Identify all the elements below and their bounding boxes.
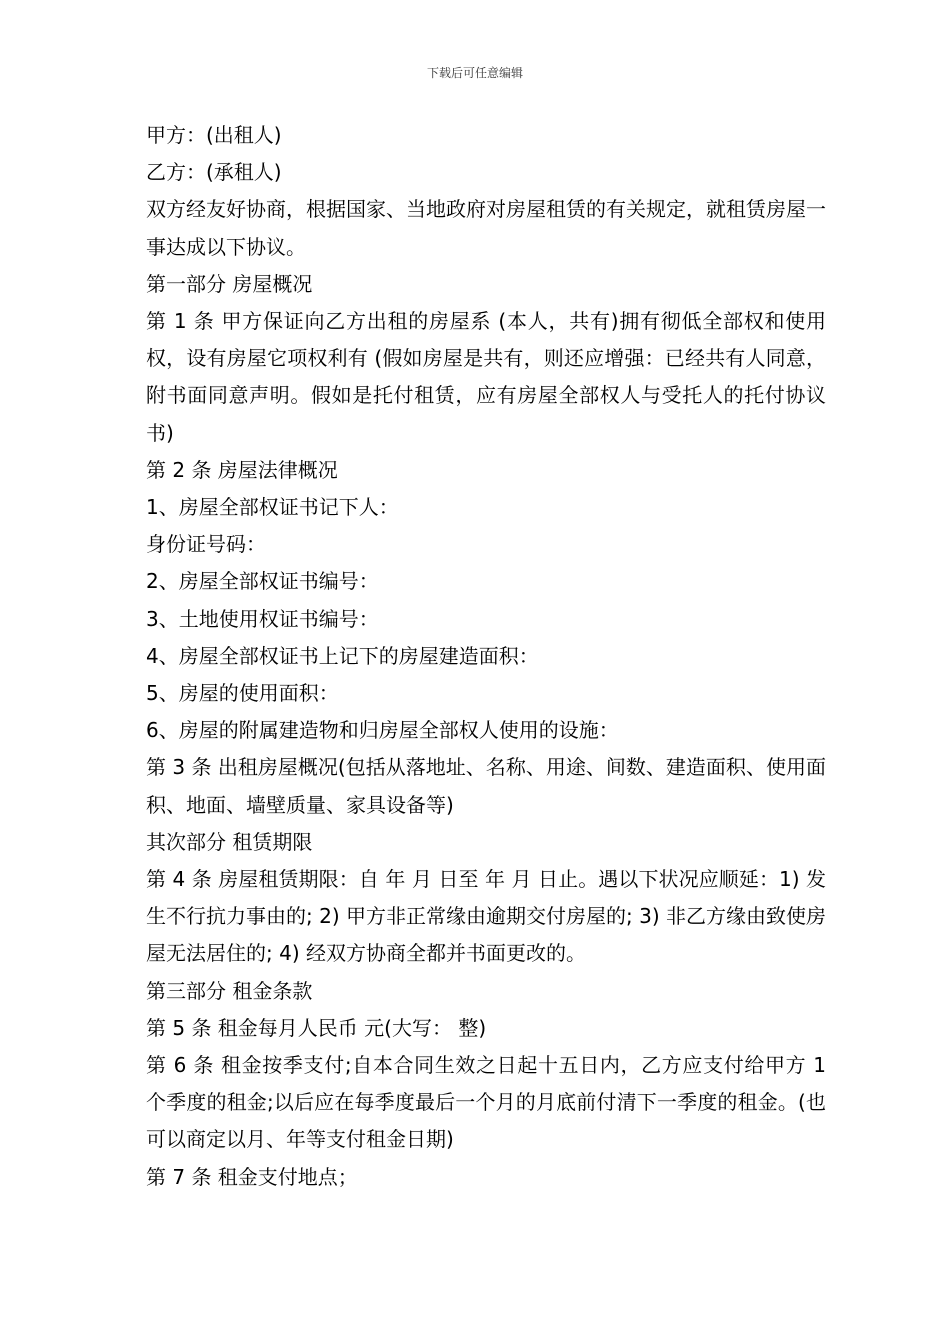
article-4: 第 4 条 房屋租赁期限：自 年 月 日至 年 月 日止。遇以下状况应顺延：1) 发生不行抗力事由的; 2) 甲方非正常缘由逾期交付房屋的; 3) 非乙方缘由致使房屋无法居住的; 4) 经双方协商全都并书面更改的。 — [146, 867, 826, 966]
list-item-usable-area: 5、房屋的使用面积： — [146, 681, 339, 706]
list-item-building-area: 4、房屋全部权证书上记下的房屋建造面积： — [146, 643, 539, 668]
article-1: 第 1 条 甲方保证向乙方出租的房屋系 (本人，共有)拥有彻低全部权和使用权，设有房屋它项权利有 (假如房屋是共有，则还应增强：已经共有人同意，附书面同意声明。假如是托付租赁，应有房屋全部权人与受托人的托付协议书) — [146, 309, 826, 445]
party-a-line: 甲方：(出租人) — [146, 123, 282, 147]
list-item-land-certificate: 3、土地使用权证书编号： — [146, 606, 379, 631]
page-header-note: 下载后可任意编辑 — [426, 66, 523, 80]
article-6: 第 6 条 租金按季支付;自本合同生效之日起十五日内，乙方应支付给甲方 1 个季度的租金;以后应在每季度最后一个月的月底前付清下一季度的租金。(也可以商定以月、年等支付租金日期) — [146, 1053, 826, 1152]
section-heading-2: 其次部分 租赁期限 — [146, 829, 313, 854]
article-7: 第 7 条 租金支付地点； — [146, 1164, 358, 1189]
article-2-heading: 第 2 条 房屋法律概况 — [146, 457, 338, 482]
agreement-intro: 双方经友好协商，根据国家、当地政府对房屋租赁的有关规定，就租赁房屋一事达成以下协议。 — [146, 197, 826, 259]
party-b-line: 乙方：(承租人) — [146, 160, 282, 185]
list-item-owner: 1、房屋全部权证书记下人： — [146, 495, 399, 520]
section-heading-3: 第三部分 租金条款 — [146, 978, 313, 1003]
list-item-facilities: 6、房屋的附属建造物和归房屋全部权人使用的设施： — [146, 718, 619, 743]
list-item-certificate-number: 2、房屋全部权证书编号： — [146, 569, 379, 594]
article-3: 第 3 条 出租房屋概况(包括从落地址、名称、用途、间数、建造面积、使用面积、地面、墙壁质量、家具设备等) — [146, 755, 826, 817]
article-5: 第 5 条 租金每月人民币 元(大写： 整) — [146, 1015, 487, 1040]
section-heading-1: 第一部分 房屋概况 — [146, 271, 313, 296]
list-item-id-number: 身份证号码： — [146, 532, 266, 557]
document-body — [146, 117, 826, 1196]
